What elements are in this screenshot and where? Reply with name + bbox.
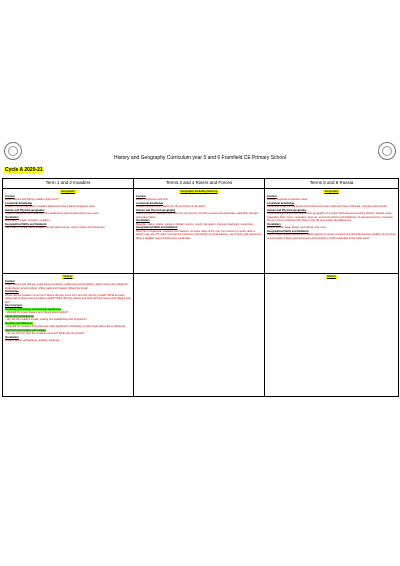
section-heading: Context	[5, 194, 15, 198]
section-heading: Locational knowledge	[267, 201, 295, 205]
section-text: - what did the invaders bring that was really significant? Christianity, similar Anglo-Saxon life to Viking life.	[5, 325, 126, 328]
geography-row	[3, 189, 399, 274]
section-heading: Context	[136, 194, 146, 198]
section-heading: Key Concepts	[5, 304, 23, 307]
history-cell-term3-4	[134, 274, 265, 397]
section-heading: Vocabulary	[267, 222, 281, 226]
section-heading: Human and Physical geography	[136, 208, 176, 212]
history-cell-term1-2	[3, 274, 134, 397]
subject-label: History	[327, 275, 336, 278]
section-text: - what did the Anglo-Saxons and Vikings leave behind?	[5, 311, 69, 314]
history-cell-term5-6	[265, 274, 399, 397]
section-text: Name and locate the continents and oceans and major cities and rivers of Russia; compare and contrast.	[267, 205, 388, 208]
section-text: Types of settlement and land use; why settlements were located where they were.	[5, 212, 100, 215]
section-text: Use maps to locate Saxon villages through place names, using 4 figure grid references.	[5, 226, 106, 229]
document-title: History and Geography Curriculum year 5 and 6 Framfield CE Primary School	[113, 155, 286, 161]
section-text: Field trip to Cuckmere: measure river features; compare maps of the river from source to mouth; draw a sketch map; use OS maps to locate the Cuckmere and identify physical features; use 6 figure grid references. Write a detailed report including key vocabulary.	[136, 229, 262, 240]
section-text: Understanding the physical and human geography of a region within Europe including biomes, climate zones, vegetation belts, rivers, mountains, land use, economic activity and distribution of natural resources. Compare the time zones of Russia with those of the UK and explain the differences.	[267, 212, 393, 222]
subject-heading	[267, 275, 396, 280]
key-concept-label: Continuity and change and historical significance	[5, 307, 62, 311]
geography-cell-term3-4	[134, 189, 265, 274]
section-heading: Context	[5, 279, 15, 283]
section-text: - can you find out what the invaders came for? What was the impact?	[5, 332, 85, 335]
key-concept-label: Cause and consequence	[5, 314, 34, 318]
section-heading: Geographical Skills and fieldwork	[5, 222, 47, 226]
section-heading: Geographical Skills and fieldwork	[136, 226, 178, 229]
subject-label: Geography	[61, 190, 75, 193]
section-heading: Geographical Skills and fieldwork	[267, 229, 309, 233]
section-text: Biome, tundra, taiga, steppe, permafrost, time zone.	[267, 226, 327, 229]
subject-label: Geography	[324, 190, 339, 193]
key-concept-label: Historical interpretation and enquiry	[5, 328, 46, 332]
column-header-term5-6: Terms 5 and 6 Russia	[265, 179, 399, 189]
section-text: Anglo-Saxons and Vikings: Anglo-Saxon invasions, settlements and kingdoms; place names and village life; Anglo-Saxon art and culture; Viking raids and invasion (Alfred the Great).	[5, 283, 129, 290]
column-header-term3-4: Terms 3 and 4 Rivers and Forces	[134, 179, 265, 189]
column-header-term1-2: Term 1 and 2 Invaders	[3, 179, 134, 189]
section-text: settlement, invader, kingdom, coastline.	[5, 219, 51, 222]
section-heading: Context	[267, 194, 277, 198]
table-header-row	[3, 179, 399, 189]
section-heading: Knowledge	[5, 290, 19, 293]
section-heading: Human and Physical geography	[5, 208, 45, 212]
section-text: Russia. Regional comparison study	[267, 198, 308, 201]
geography-cell-term5-6	[265, 189, 399, 274]
subject-label: History	[63, 275, 73, 278]
geography-cell-term1-2	[3, 189, 134, 274]
section-heading: Vocabulary	[5, 215, 19, 219]
section-text: Where did the invaders come from? Where did they come from and why did they invade? What do place names tell us about where invaders settled? What did they believe and what did their homes and villages look like?	[5, 293, 131, 304]
section-text: Locate on a UK map where Invaders settled and where Saxon kingdoms were.	[5, 205, 96, 208]
section-text: Anglo-Saxons and Viking invaders (light touch)	[5, 198, 59, 201]
section-text: Meander, valley, erosion, estuary, tributary, source, mouth, deposition, channel, flood plain, watershed.	[136, 222, 254, 226]
key-concept-label: Similarity and difference	[5, 321, 33, 325]
section-text: - why did the invaders invade, settling and establishing their kingdoms?	[5, 318, 87, 321]
section-text: Rivers (Cuckmere and Uck)	[136, 198, 168, 201]
history-row	[3, 274, 399, 397]
section-text: Invader, settler, archaeology, artefact, evidence.	[5, 339, 60, 342]
section-heading: Locational knowledge	[5, 201, 33, 205]
section-heading: Vocabulary	[136, 219, 150, 222]
section-heading: Human and Physical geography	[267, 208, 307, 212]
section-heading: Vocabulary	[5, 335, 19, 339]
section-text: Use of maps, atlases, globes and digital mapping to locate countries and describe features studied; use 8 points of a compass, 6 figure grid references and symbols to build knowledge of the wider world.	[267, 233, 396, 240]
section-text: Locate important rivers within the UK and rivers of the world.	[136, 205, 206, 208]
subject-label: Geography including field trip	[180, 190, 218, 193]
section-heading: Locational knowledge	[136, 201, 164, 205]
section-text: Valley formation, meanders and how they are formed, including erosion and deposition, waterfalls, ploughs and oxbow lakes.	[136, 212, 259, 219]
curriculum-table	[2, 178, 399, 397]
cycle-label: Cycle A 2020-21	[5, 167, 43, 173]
